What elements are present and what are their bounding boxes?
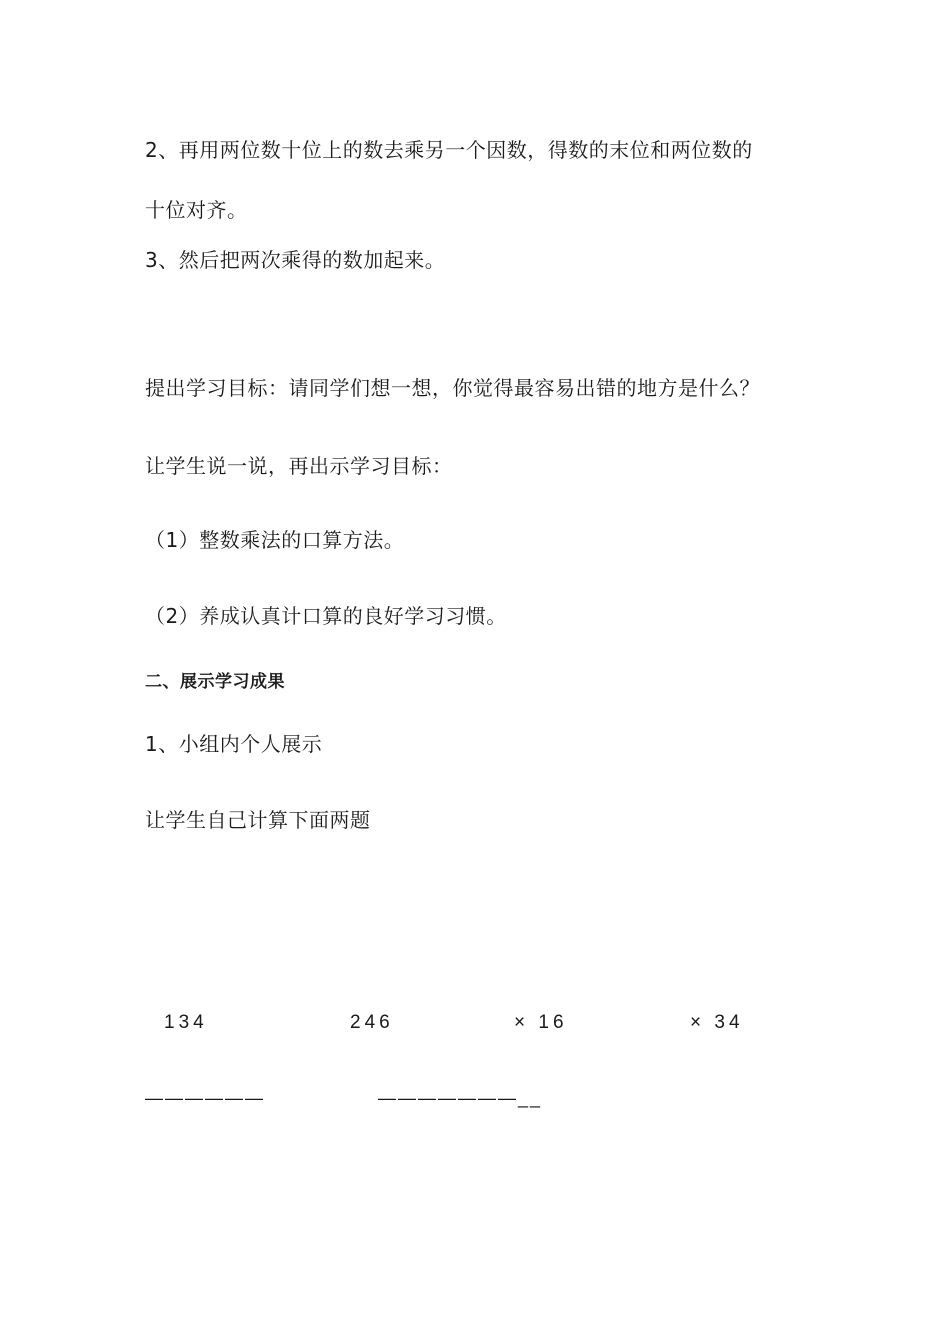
- calc-prompt-text: 让学生自己计算下面两题: [145, 808, 371, 832]
- step2-text-line2: 十位对齐。: [145, 198, 248, 222]
- section-heading-show-results: 二、展示学习成果: [145, 672, 285, 692]
- problem-2-number: 246: [350, 1012, 394, 1033]
- learning-goal-intro: 提出学习目标：请同学们想一想，你觉得最容易出错的地方是什么？: [145, 376, 760, 400]
- group-show-text: 1、小组内个人展示: [145, 732, 323, 756]
- problem-1-number: 134: [164, 1012, 208, 1033]
- learning-goal-2: （2）养成认真计口算的良好学习习惯。: [145, 604, 507, 628]
- learning-goal-1: （1）整数乘法的口算方法。: [145, 528, 405, 552]
- step2-text-line1: 2、再用两位数十位上的数去乘另一个因数，得数的末位和两位数的: [145, 138, 753, 162]
- problem-2-answer-line: ———————__: [378, 1088, 543, 1108]
- problem-1-answer-line: ——————: [145, 1088, 265, 1108]
- step3-text: 3、然后把两次乘得的数加起来。: [145, 248, 446, 272]
- problem-2-multiplier: × 34: [690, 1012, 744, 1033]
- student-say-text: 让学生说一说，再出示学习目标：: [145, 454, 453, 478]
- problem-1-multiplier: × 16: [514, 1012, 568, 1033]
